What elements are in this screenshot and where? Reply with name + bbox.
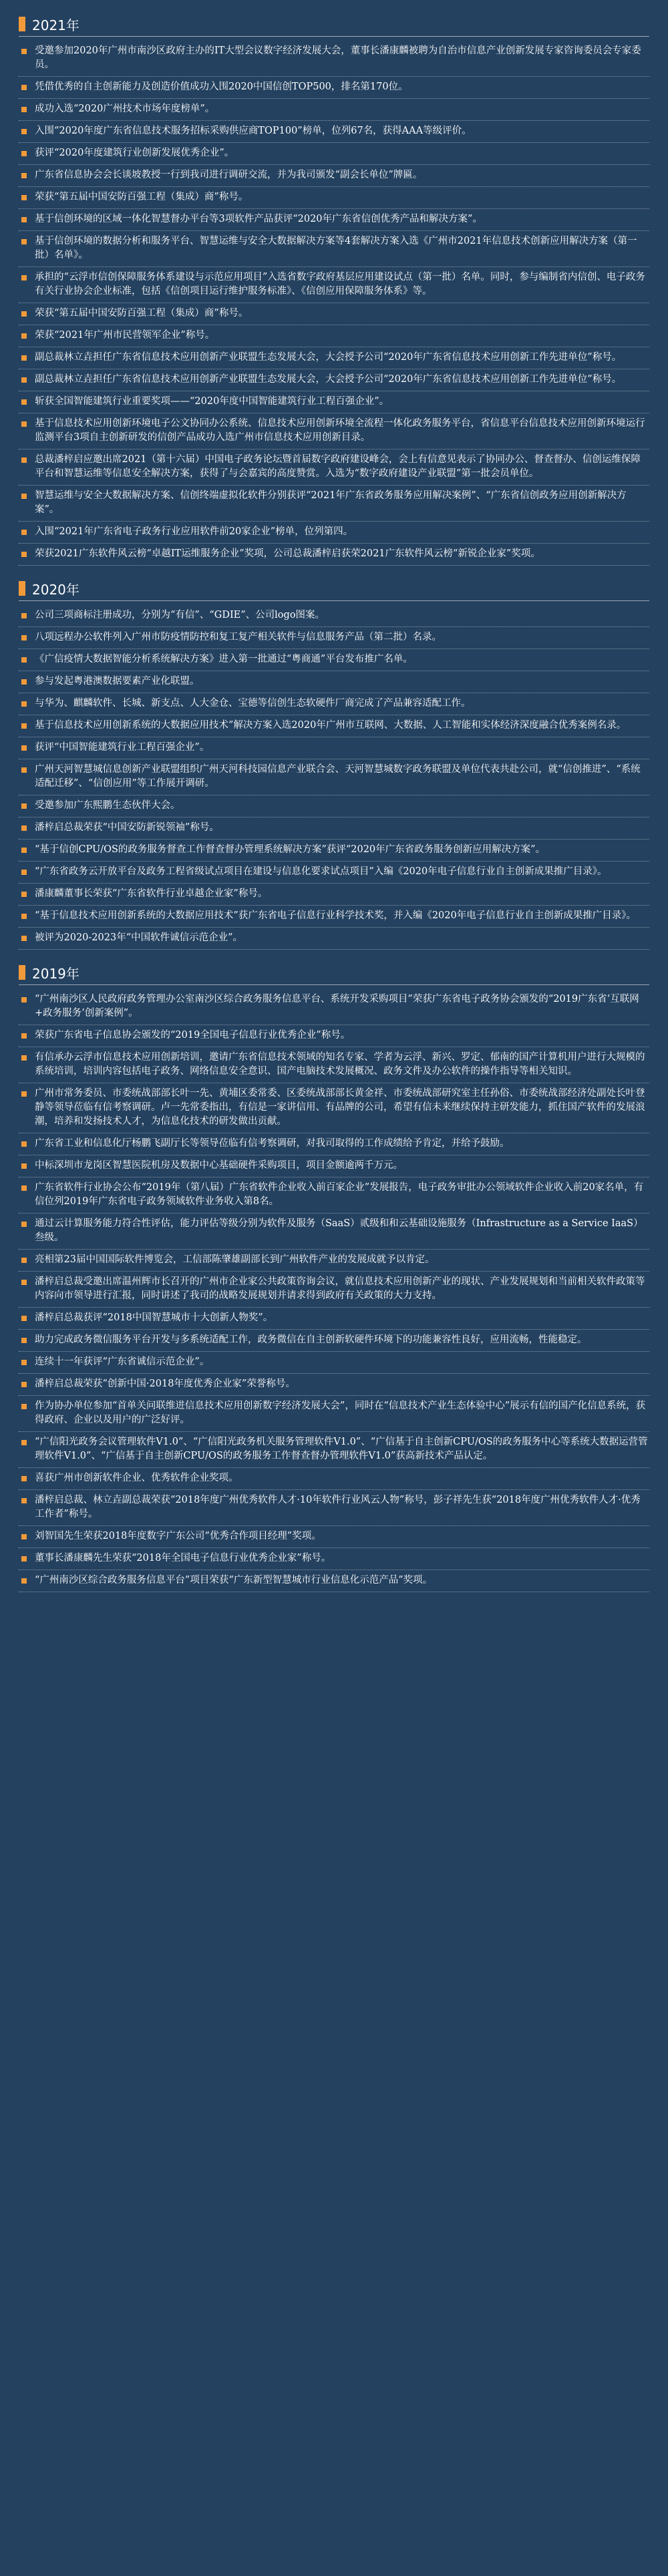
year-header bbox=[19, 579, 649, 598]
square-bullet-icon bbox=[21, 129, 27, 134]
milestone-list bbox=[19, 41, 649, 566]
square-bullet-icon bbox=[21, 399, 27, 405]
square-bullet-icon bbox=[21, 997, 27, 1002]
square-bullet-icon bbox=[21, 85, 27, 90]
list-item: 基于信创环境的数据分析和服务平台、智慧运维与安全大数据解决方案等4套解决方案入选《广州市2021年信息技术创新应用解决方案（第一批）名单》。 bbox=[19, 231, 649, 267]
square-bullet-icon bbox=[21, 552, 27, 557]
list-item: 有信承办云浮市信息技术应用创新培训，邀请广东省信息技术领域的知名专家、学者为云浮、新兴、罗定、郁南的国产计算机用户进行大规模的系统培训，培训内容包括电子政务、网络信息安全意识、国产电脑技术发展概况、政务文件及办公软件的操作指导等相关知识。 bbox=[19, 1047, 649, 1083]
year-marker-icon bbox=[19, 965, 25, 980]
square-bullet-icon bbox=[21, 701, 27, 707]
square-bullet-icon bbox=[21, 377, 27, 383]
square-bullet-icon bbox=[21, 723, 27, 729]
square-bullet-icon bbox=[21, 1476, 27, 1481]
square-bullet-icon bbox=[21, 1316, 27, 1321]
list-item: 荣获2021广东软件风云榜“卓越IT运维服务企业”奖项，公司总裁潘梓启获荣2021广东软件风云榜“新锐企业家”奖项。 bbox=[19, 544, 649, 566]
list-item: 亮相第23届中国国际软件博览会，工信部陈肇雄副部长到广州软件产业的发展成就予以肯定。 bbox=[19, 1250, 649, 1272]
square-bullet-icon bbox=[21, 1055, 27, 1061]
square-bullet-icon bbox=[21, 421, 27, 427]
list-item: 基于信息技术应用创新系统的大数据应用技术”解决方案入选2020年广州市互联网、大数据、人工智能和实体经济深度融合优秀案例名录。 bbox=[19, 715, 649, 737]
milestone-list bbox=[19, 989, 649, 1592]
square-bullet-icon bbox=[21, 914, 27, 919]
square-bullet-icon bbox=[21, 1440, 27, 1445]
square-bullet-icon bbox=[21, 275, 27, 281]
square-bullet-icon bbox=[21, 745, 27, 751]
list-item: 刘智国先生荣获2018年度数字广东公司“优秀合作项目经理”奖项。 bbox=[19, 1526, 649, 1548]
list-item: “广东省政务云开放平台及政务工程省级试点项目在建设与信息化要求试点项目”入编《2020年电子信息行业自主创新成果推广目录》。 bbox=[19, 862, 649, 884]
square-bullet-icon bbox=[21, 1141, 27, 1147]
square-bullet-icon bbox=[21, 1498, 27, 1503]
list-item: 广州天河智慧城信息创新产业联盟组织广州天河科技园信息产业联合会、天河智慧城数字政务联盟及单位代表共赴公司，就“信创推进”、“系统适配迁移”、“信创应用”等工作展开调研。 bbox=[19, 759, 649, 795]
year-title: 2021年 bbox=[32, 17, 79, 33]
list-item: 通过云计算服务能力符合性评估，能力评估等级分别为软件及服务（SaaS）贰级和和云基础设施服务（Infrastructure as a Service IaaS）叁级。 bbox=[19, 1214, 649, 1250]
square-bullet-icon bbox=[21, 217, 27, 222]
square-bullet-icon bbox=[21, 848, 27, 853]
list-item: 广东省软件行业协会公布“2019年（第八届）广东省软件企业收入前百家企业”发展报告，电子政务审批办公领域软件企业收入前20家名单，有信位列2019年广东省电子政务领域软件业务收入第8名。 bbox=[19, 1177, 649, 1214]
list-item: 荣获“第五届中国安防百强工程（集成）商”称号。 bbox=[19, 303, 649, 325]
square-bullet-icon bbox=[21, 195, 27, 200]
list-item: 中标深圳市龙岗区智慧医院机房及数据中心基础硬件采购项目，项目金额逾两千万元。 bbox=[19, 1155, 649, 1177]
list-item: 副总裁林立垚担任广东省信息技术应用创新产业联盟生态发展大会，大会授予公司“2020年广东省信息技术应用创新工作先进单位”称号。 bbox=[19, 347, 649, 369]
list-item: 八项远程办公软件列入广州市防疫情防控和复工复产相关软件与信息服务产品（第二批）名录。 bbox=[19, 627, 649, 649]
list-item: “广信阳光政务会议管理软件V1.0”、“广信阳光政务机关服务管理软件V1.0”、“广信基于自主创新CPU/OS的政务服务中心等系统大数据运营管理软件V1.0”、“广信基于自主创新CPU/OS的政务服务工作督查督办管理软件V1.0”获高新技术产品认定。 bbox=[19, 1432, 649, 1468]
square-bullet-icon bbox=[21, 803, 27, 809]
square-bullet-icon bbox=[21, 1185, 27, 1191]
list-item: 公司三项商标注册成功，分别为“有信”、“GDIE”、公司logo图案。 bbox=[19, 605, 649, 627]
square-bullet-icon bbox=[21, 870, 27, 875]
square-bullet-icon bbox=[21, 1404, 27, 1409]
list-item: 总裁潘梓启应邀出席2021（第十六届）中国电子政务论坛暨首届数字政府建设峰会，会上有信意见表示了协同办公、督查督办、信创运维保障平台和智慧运维等信息安全解决方案，获得了与会嘉宾的高度赞赏。入选为“数字政府建设产业联盟”第一批会员单位。 bbox=[19, 449, 649, 486]
list-item: 获评“2020年度建筑行业创新发展优秀企业”。 bbox=[19, 143, 649, 165]
list-item: 参与发起粤港澳数据要素产业化联盟。 bbox=[19, 671, 649, 693]
list-item: 受邀参加广东熙鹏生态伙伴大会。 bbox=[19, 795, 649, 817]
list-item: “广州南沙区人民政府政务管理办公室南沙区综合政务服务信息平台、系统开发采购项目”荣获广东省电子政务协会颁发的“2019广东省‘互联网+政务服务’创新案例”。 bbox=[19, 989, 649, 1025]
square-bullet-icon bbox=[21, 1258, 27, 1263]
list-item: 潘梓启总裁荣获“中国安防新锐领袖”称号。 bbox=[19, 817, 649, 840]
list-item: 荣获“第五届中国安防百强工程（集成）商”称号。 bbox=[19, 187, 649, 209]
year-title: 2019年 bbox=[32, 965, 79, 982]
square-bullet-icon bbox=[21, 1556, 27, 1561]
square-bullet-icon bbox=[21, 173, 27, 178]
square-bullet-icon bbox=[21, 530, 27, 535]
year-header bbox=[19, 963, 649, 982]
milestone-list bbox=[19, 605, 649, 950]
list-item: 荣获“2021年广州市民营领军企业”称号。 bbox=[19, 325, 649, 347]
square-bullet-icon bbox=[21, 1280, 27, 1285]
square-bullet-icon bbox=[21, 936, 27, 941]
square-bullet-icon bbox=[21, 49, 27, 54]
list-item: 基于信创环境的区域一体化智慧督办平台等3项软件产品获评“2020年广东省信创优秀产品和解决方案”。 bbox=[19, 209, 649, 231]
list-item: 被评为2020-2023年“中国软件诚信示范企业”。 bbox=[19, 928, 649, 950]
list-item: 成功入选“2020广州技术市场年度榜单”。 bbox=[19, 99, 649, 121]
list-item: 荣获广东省电子信息协会颁发的“2019全国电子信息行业优秀企业”称号。 bbox=[19, 1025, 649, 1047]
list-item: 凭借优秀的自主创新能力及创造价值成功入围2020中国信创TOP500，排名第170位。 bbox=[19, 77, 649, 99]
list-item: 潘梓启总裁获评“2018中国智慧城市十大创新人物奖”。 bbox=[19, 1308, 649, 1330]
year-marker-icon bbox=[19, 17, 25, 31]
list-item: 基于信息技术应用创新环境电子公文协同办公系统、信息技术应用创新环境全流程一体化政务服务平台，省信息平台信息技术应用创新环境运行监测平台3项自主创新研发的信创产品成功入选广州市信息技术应用创新目录。 bbox=[19, 413, 649, 449]
square-bullet-icon bbox=[21, 679, 27, 685]
list-item: 潘梓启总裁、林立垚副总裁荣获“2018年度广州优秀软件人才·10年软件行业风云人物”称号，彭子祥先生获“2018年度广州优秀软件人才·优秀工作者”称号。 bbox=[19, 1490, 649, 1526]
square-bullet-icon bbox=[21, 457, 27, 463]
list-item: “基于信创CPU/OS的政务服务督查工作督查督办管理系统解决方案”获评“2020年广东省政务服务创新应用解决方案”。 bbox=[19, 840, 649, 862]
square-bullet-icon bbox=[21, 892, 27, 897]
square-bullet-icon bbox=[21, 613, 27, 618]
square-bullet-icon bbox=[21, 635, 27, 640]
list-item: 入围“2021年广东省电子政务行业应用软件前20家企业”榜单，位列第四。 bbox=[19, 522, 649, 544]
square-bullet-icon bbox=[21, 355, 27, 361]
square-bullet-icon bbox=[21, 1360, 27, 1365]
square-bullet-icon bbox=[21, 151, 27, 156]
year-marker-icon bbox=[19, 581, 25, 596]
list-item: 与华为、麒麟软件、长城、新支点、人大金仓、宝德等信创生态软硬件厂商完成了产品兼容适配工作。 bbox=[19, 693, 649, 715]
list-item: 斩获全国智能建筑行业重要奖项——“2020年度中国智能建筑行业工程百强企业”。 bbox=[19, 391, 649, 413]
list-item: 智慧运维与安全大数据解决方案、信创终端虚拟化软件分别获评“2021年广东省政务服务应用解决案例”、“广东省信创政务应用创新解决方案”。 bbox=[19, 486, 649, 522]
square-bullet-icon bbox=[21, 107, 27, 112]
square-bullet-icon bbox=[21, 1382, 27, 1387]
year-section-2021 bbox=[19, 15, 649, 566]
list-item: 《广信疫情大数据智能分析系统解决方案》进入第一批通过“粤商通”平台发布推广名单。 bbox=[19, 649, 649, 671]
list-item: 潘梓启总裁受邀出席温州辉市长召开的广州市企业家公共政策咨询会议，就信息技术应用创新产业的现状、产业发展规划和当前相关软件政策等内容向市领导进行汇报，同时讲述了我司的战略发展规划并请求得到政府有关政策的大力支持。 bbox=[19, 1272, 649, 1308]
square-bullet-icon bbox=[21, 1163, 27, 1169]
list-item: 承担的“云浮市信创保障服务体系建设与示范应用项目”入选省数字政府基层应用建设试点（第一批）名单。同时，参与编制省内信创、电子政务有关行业协会企业标准，包括《信创项目运行维护服务标准》、《信创应用保障服务体系》等。 bbox=[19, 267, 649, 303]
list-item: “广州南沙区综合政务服务信息平台”项目荣获“广东新型智慧城市行业信息化示范产品”奖项。 bbox=[19, 1570, 649, 1592]
list-item: 潘梓启总裁荣获“创新中国·2018年度优秀企业家”荣誉称号。 bbox=[19, 1374, 649, 1396]
list-item: 受邀参加2020年广州市南沙区政府主办的IT大型会议数字经济发展大会，董事长潘康麟被聘为自治市信息产业创新发展专家咨询委员会专家委员。 bbox=[19, 41, 649, 77]
list-item: 获评“中国智能建筑行业工程百强企业”。 bbox=[19, 737, 649, 759]
square-bullet-icon bbox=[21, 1534, 27, 1539]
year-header bbox=[19, 15, 649, 33]
year-divider bbox=[19, 36, 649, 37]
square-bullet-icon bbox=[21, 333, 27, 339]
year-divider bbox=[19, 984, 649, 985]
list-item: 入围“2020年度广东省信息技术服务招标采购供应商TOP100”榜单，位列67名，获得AAA等级评价。 bbox=[19, 121, 649, 143]
list-item: 助力完成政务微信服务平台开发与多系统适配工作，政务微信在自主创新软硬件环境下的功能兼容性良好，应用流畅，性能稳定。 bbox=[19, 1330, 649, 1352]
square-bullet-icon bbox=[21, 1091, 27, 1097]
square-bullet-icon bbox=[21, 1222, 27, 1227]
year-section-2020 bbox=[19, 579, 649, 950]
list-item: 广州市常务委员、市委统战部部长叶一先、黄埔区委常委、区委统战部部长黄金祥、市委统战部研究室主任孙俗、市委统战部经济处副处长叶登静等领导莅临有信考察调研。卢一先常委指出，有信是一家讲信用、有品牌的公司，希望有信未来继续保持主研发能力，抓住国产软件的发展浪潮，培养和发扬技术人才，为信息化技术的研发做出贡献。 bbox=[19, 1083, 649, 1133]
list-item: 喜获广州市创新软件企业、优秀软件企业奖项。 bbox=[19, 1468, 649, 1490]
square-bullet-icon bbox=[21, 1338, 27, 1343]
square-bullet-icon bbox=[21, 657, 27, 663]
year-title: 2020年 bbox=[32, 581, 79, 598]
square-bullet-icon bbox=[21, 1578, 27, 1584]
list-item: 广东省信息协会会长谈坡教授一行到我司进行调研交流，并为我司颁发“副会长单位”牌匾。 bbox=[19, 165, 649, 187]
square-bullet-icon bbox=[21, 494, 27, 499]
list-item: “基于信息技术应用创新系统的大数据应用技术”获广东省电子信息行业科学技术奖，并入编《2020年电子信息行业自主创新成果推广目录》。 bbox=[19, 906, 649, 928]
list-item: 广东省工业和信息化厅杨鹏飞副厅长等领导莅临有信考察调研，对我司取得的工作成绩给予肯定，并给予鼓励。 bbox=[19, 1133, 649, 1155]
square-bullet-icon bbox=[21, 239, 27, 244]
list-item: 作为协办单位参加“首单关问联维进信息技术应用创新数字经济发展大会”，同时在“信息技术产业生态体验中心”展示有信的国产化信息系统，获得政府、企业以及用户的广泛好评。 bbox=[19, 1396, 649, 1432]
square-bullet-icon bbox=[21, 825, 27, 831]
list-item: 副总裁林立垚担任广东省信息技术应用创新产业联盟生态发展大会，大会授予公司“2020年广东省信息技术应用创新工作先进单位”称号。 bbox=[19, 369, 649, 391]
list-item: 董事长潘康麟先生荣获“2018年全国电子信息行业优秀企业家”称号。 bbox=[19, 1548, 649, 1570]
year-section-2019 bbox=[19, 963, 649, 1592]
square-bullet-icon bbox=[21, 1033, 27, 1039]
year-divider bbox=[19, 600, 649, 601]
square-bullet-icon bbox=[21, 767, 27, 773]
list-item: 连续十一年获评“广东省诚信示范企业”。 bbox=[19, 1352, 649, 1374]
square-bullet-icon bbox=[21, 311, 27, 317]
list-item: 潘康麟董事长荣获“广东省软件行业卓越企业家”称号。 bbox=[19, 884, 649, 906]
